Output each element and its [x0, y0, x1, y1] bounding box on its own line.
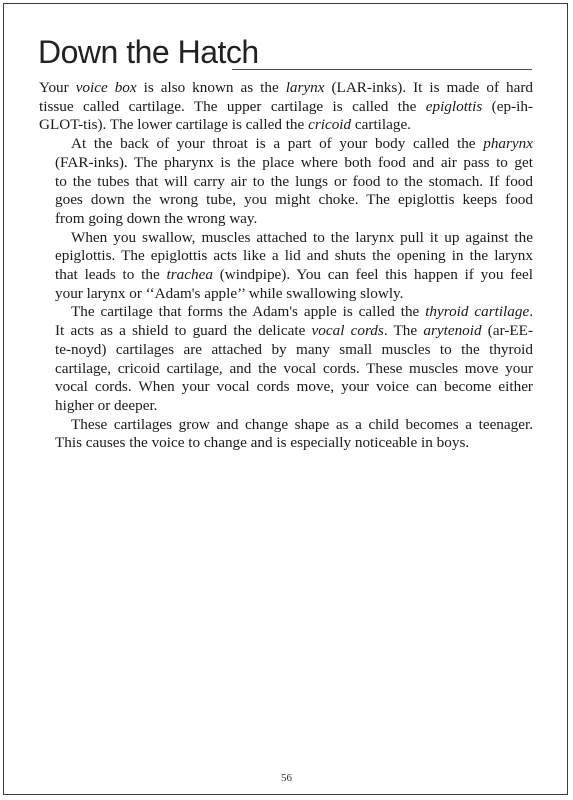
text-run: goes down the wrong tube, you might choke. The epiglottis keeps food — [55, 191, 533, 209]
text-run: to the tubes that will carry air to the lungs or food to the stomach. If food — [55, 172, 533, 190]
text-line — [39, 285, 533, 304]
italic-term: trachea — [166, 266, 213, 284]
italic-term: vocal cords — [311, 322, 384, 340]
text-line — [39, 79, 533, 98]
text-run: cartilage, cricoid cartilage, and the vocal cords. These muscles move your — [55, 359, 533, 377]
italic-term: larynx — [285, 79, 325, 96]
text-line — [39, 247, 533, 266]
text-run: tissue called cartilage. The upper cartilage is called the — [39, 97, 426, 115]
text-line — [39, 341, 533, 360]
text-run: (windpipe). You can feel this happen if you feel — [212, 266, 533, 284]
text-line — [39, 191, 533, 210]
text-run: vocal cords. When your vocal cords move, your voice can become either — [55, 378, 533, 396]
italic-term: pharynx — [483, 135, 533, 153]
paragraph — [39, 229, 533, 304]
text-line — [39, 378, 533, 397]
text-line — [39, 229, 533, 248]
text-line — [39, 135, 533, 154]
text-run: At the back of your throat is a part of your body called the — [71, 135, 484, 153]
text-run: It acts as a shield to guard the delicate — [55, 322, 312, 340]
text-run: cartilage. — [351, 116, 411, 134]
text-run: te-noyd) cartilages are attached by many small muscles to the thyroid — [55, 340, 533, 358]
title-underline — [232, 69, 532, 70]
text-run: that leads to the — [55, 266, 167, 284]
text-run: When you swallow, muscles attached to the larynx pull it up against the — [71, 228, 533, 246]
italic-term: voice box — [75, 79, 137, 96]
text-line — [39, 154, 533, 173]
text-line — [39, 303, 533, 322]
text-line — [39, 266, 533, 285]
paragraph — [39, 135, 533, 229]
text-run: . — [529, 303, 534, 321]
paragraph — [39, 416, 533, 453]
text-line — [39, 434, 533, 453]
text-run: Your — [39, 79, 76, 96]
text-line — [39, 397, 533, 416]
text-run: These cartilages grow and change shape as a child becomes a teenager. — [71, 415, 533, 433]
article-body — [39, 79, 533, 453]
text-run: (ar-EE- — [481, 322, 533, 340]
text-line — [39, 416, 533, 435]
text-run: This causes the voice to change and is especially noticeable in boys. — [55, 434, 470, 452]
text-run: is also known as the — [136, 79, 286, 96]
text-run: The cartilage that forms the Adam's apple is called the — [71, 303, 426, 321]
page-number: 56 — [281, 772, 292, 784]
text-line — [39, 210, 533, 229]
italic-term: arytenoid — [423, 322, 482, 340]
text-run: epiglottis. The epiglottis acts like a lid and shuts the opening in the larynx — [55, 247, 533, 265]
text-run: higher or deeper. — [55, 396, 158, 414]
paragraph — [39, 303, 533, 415]
text-line — [39, 360, 533, 379]
text-run: (LAR-inks). It is made of hard — [324, 79, 533, 96]
text-line — [39, 322, 533, 341]
text-line — [39, 116, 533, 135]
text-run: (FAR-inks). The pharynx is the place where both food and air pass to get — [55, 153, 533, 171]
text-line — [39, 173, 533, 192]
italic-term: epiglottis — [425, 97, 483, 115]
text-run: from going down the wrong way. — [55, 209, 258, 227]
paragraph — [39, 79, 533, 135]
italic-term: thyroid cartilage — [425, 303, 530, 321]
text-run: . The — [383, 322, 424, 340]
text-run: (ep-ih- — [482, 97, 533, 115]
text-line — [39, 98, 533, 117]
italic-term: cricoid — [308, 116, 352, 134]
text-run: GLOT-tis). The lower cartilage is called the — [39, 116, 309, 134]
text-run: your larynx or ‘‘Adam's apple’’ while swallowing slowly. — [55, 284, 404, 302]
page-title: Down the Hatch — [38, 34, 259, 70]
